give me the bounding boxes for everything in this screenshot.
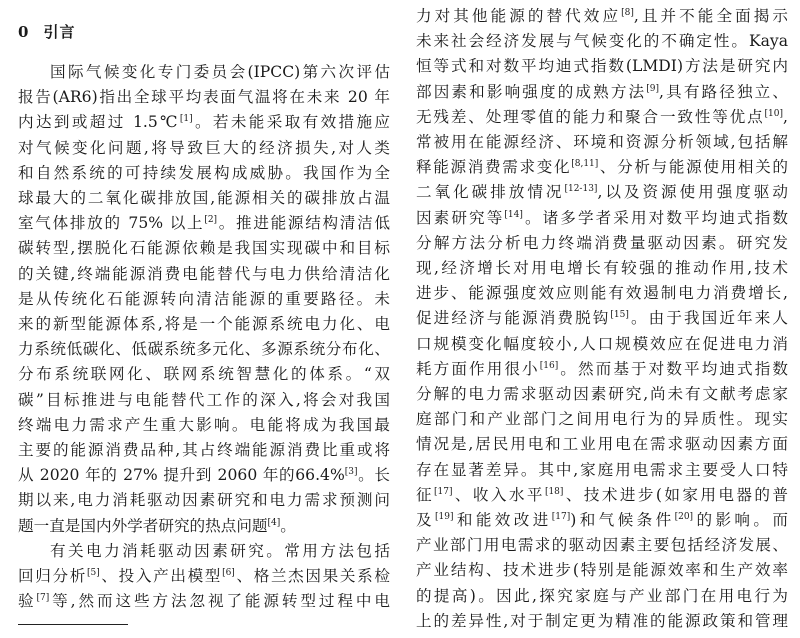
text-line: 的关键,终端能源消费电能替代与电力供给清洁化: [18, 264, 390, 283]
text-line: 对气候变化问题,将导致巨大的经济损失,对人类: [18, 138, 390, 157]
text-line: 情况是,居民用电和工业用电在需求驱动因素方面: [416, 435, 788, 454]
text-line: 耗方面作用很小[16]。然而基于对数平均迪式指数: [416, 359, 788, 378]
text-line: 的提高)。因此,探究家庭与产业部门在用电行为: [416, 586, 788, 605]
text-line: 释能源消费需求变化[8,11]、分析与能源使用相关的: [416, 158, 788, 177]
text-line: 题一直是国内外学者研究的热点问题[4]。: [18, 516, 296, 535]
text-line: 有关电力消耗驱动因素研究。常用方法包括: [50, 541, 390, 560]
text-line: 从 2020 年的 27% 提升到 2060 年的66.4%[3]。长: [18, 466, 390, 485]
text-line: 终端电力需求产生重大影响。电能将成为我国最: [18, 415, 390, 434]
text-line: 无残差、处理零值的能力和聚合一致性等优点[10],: [416, 107, 788, 126]
text-line: 二氧化碳排放情况[12-13],以及资源使用强度驱动: [416, 183, 788, 202]
text-line: 庭部门和产业部门之间用电行为的异质性。现实: [416, 410, 788, 429]
footnote-rule: [18, 624, 128, 625]
text-line: 征[17]、收入水平[18]、技术进步(如家用电器的普: [416, 485, 788, 504]
text-line: 回归分析[5]、投入产出模型[6]、格兰杰因果关系检: [18, 567, 390, 585]
text-line: 存在显著差异。其中,家庭用电需求主要受人口特: [416, 460, 788, 479]
section-heading: [18, 20, 75, 44]
text-line: 国际气候变化专门委员会(IPCC)第六次评估: [50, 63, 390, 81]
text-line: 碳”目标推进与电能替代工作的深入,将会对我国: [18, 390, 390, 409]
text-line: 口规模变化幅度较小,人口规模效应在促进电力消: [416, 334, 788, 353]
text-line: 球最大的二氧化碳排放国,能源相关的碳排放占温: [18, 189, 390, 207]
text-line: 上的差异性,对于制定更为精准的能源政策和管理: [416, 611, 788, 630]
text-line: 和自然系统的可持续发展构成威胁。我国作为全: [18, 163, 390, 182]
text-line: 恒等式和对数平均迪式指数(LMDI)方法是研究内: [416, 57, 788, 76]
text-line: 部因素和影响强度的成熟方法[9],具有路径独立、: [416, 82, 788, 101]
text-line: 分解的电力需求驱动因素研究,尚未有文献考虑家: [416, 385, 788, 403]
section-number: 0: [18, 23, 30, 41]
text-line: 室气体排放的 75% 以上[2]。推进能源结构清洁低: [18, 214, 390, 233]
text-line: 产业结构、技术进步(特别是能源效率和生产效率: [416, 561, 788, 580]
text-line: 促进经济与能源消费脱钩[15]。由于我国近年来人: [416, 309, 788, 328]
text-line: 碳转型,摆脱化石能源依赖是我国实现碳中和目标: [18, 239, 390, 258]
text-line: 内达到或超过 1.5℃[1]。若未能采取有效措施应: [18, 113, 390, 132]
text-line: 报告(AR6)指出全球平均表面气温将在未来 20 年: [18, 88, 390, 107]
text-line: 及[19]和能效改进[17])和气候条件[20]的影响。而: [416, 511, 788, 529]
text-line: 分布系统联网化、联网系统智慧化的体系。“双: [18, 365, 390, 384]
text-line: 力对其他能源的替代效应[8],且并不能全面揭示: [416, 7, 788, 25]
text-line: 进步、能源强度效应则能有效遏制电力消费增长,: [416, 284, 788, 303]
text-line: 期以来,电力消耗驱动因素研究和电力需求预测问: [18, 491, 390, 510]
text-line: 现,经济增长对用电增长有较强的推动作用,技术: [416, 259, 788, 277]
text-line: 来的新型能源体系,将是一个能源系统电力化、电: [18, 315, 390, 333]
text-line: 分解方法分析电力终端消费量驱动因素。研究发: [416, 233, 788, 252]
text-line: 力系统低碳化、低碳系统多元化、多源系统分布化、: [18, 340, 390, 359]
section-title: 引言: [43, 23, 76, 41]
text-line: 验[7]等,然而这些方法忽视了能源转型过程中电: [18, 592, 390, 611]
text-line: 常被用在能源经济、环境和资源分析领域,包括解: [416, 133, 788, 151]
text-line: 产业部门用电需求的驱动因素主要包括经济发展、: [416, 536, 788, 555]
text-line: 是从传统化石能源转向清洁能源的重要路径。未: [18, 289, 390, 308]
text-line: 因素研究等[14]。诸多学者采用对数平均迪式指数: [416, 208, 788, 227]
text-line: 未来社会经济发展与气候变化的不确定性。Kaya: [416, 32, 788, 51]
text-line: 主要的能源消费品种,其占终端能源消费比重或将: [18, 441, 390, 459]
